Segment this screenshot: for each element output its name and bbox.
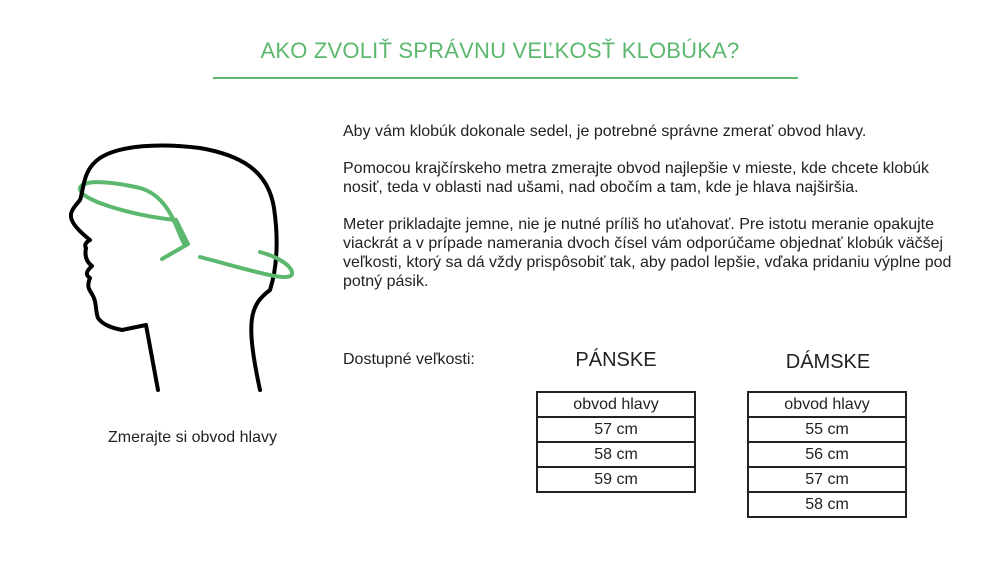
men-heading: PÁNSKE (575, 349, 657, 371)
size-cell: 57 cm (537, 417, 695, 442)
title-divider (213, 77, 798, 79)
instructions (343, 122, 963, 309)
size-cell: 57 cm (748, 467, 906, 492)
size-cell: 56 cm (748, 442, 906, 467)
men-size-table (536, 391, 696, 493)
size-cell: 55 cm (748, 417, 906, 442)
table-row (748, 467, 906, 492)
instruction-paragraph: Aby vám klobúk dokonale sedel, je potrebné správne zmerať obvod hlavy. (343, 123, 867, 140)
page-title: AKO ZVOLIŤ SPRÁVNU VEĽKOSŤ KLOBÚKA? (260, 38, 740, 63)
size-cell: 58 cm (537, 442, 695, 467)
instruction-paragraph: Pomocou krajčírskeho metra zmerajte obvod najlepšie v mieste, kde chcete klobúk nosiť, teda v oblasti nad ušami, nad obočím a tam, kde je hlava najširšia. (343, 160, 930, 196)
instruction-paragraph: Meter prikladajte jemne, nie je nutné príliš ho uťahovať. Pre istotu meranie opakujte viackrát a v prípade namerania dvoch čísel vám odporúčame objednať klobúk väčšej veľkosti, ktorý sa dá vždy prispôsobiť tak, aby padol lepšie, vďaka pridaniu výplne pod potný pásik. (343, 216, 952, 290)
illustration-caption: Zmerajte si obvod hlavy (108, 429, 277, 446)
size-cell: 59 cm (537, 467, 695, 492)
table-row (748, 392, 906, 417)
table-row (748, 492, 906, 517)
table-header-cell: obvod hlavy (748, 392, 906, 417)
table-row (537, 392, 695, 417)
head-measure-icon (60, 140, 320, 400)
women-heading: DÁMSKE (785, 351, 871, 373)
table-row (748, 442, 906, 467)
head-illustration (60, 140, 320, 400)
women-size-table (747, 391, 907, 518)
table-row (537, 417, 695, 442)
table-header-cell: obvod hlavy (537, 392, 695, 417)
size-cell: 58 cm (748, 492, 906, 517)
available-sizes-label: Dostupné veľkosti: (343, 351, 475, 368)
table-row (537, 442, 695, 467)
table-row (537, 467, 695, 492)
tape-right (200, 252, 292, 277)
table-row (748, 417, 906, 442)
